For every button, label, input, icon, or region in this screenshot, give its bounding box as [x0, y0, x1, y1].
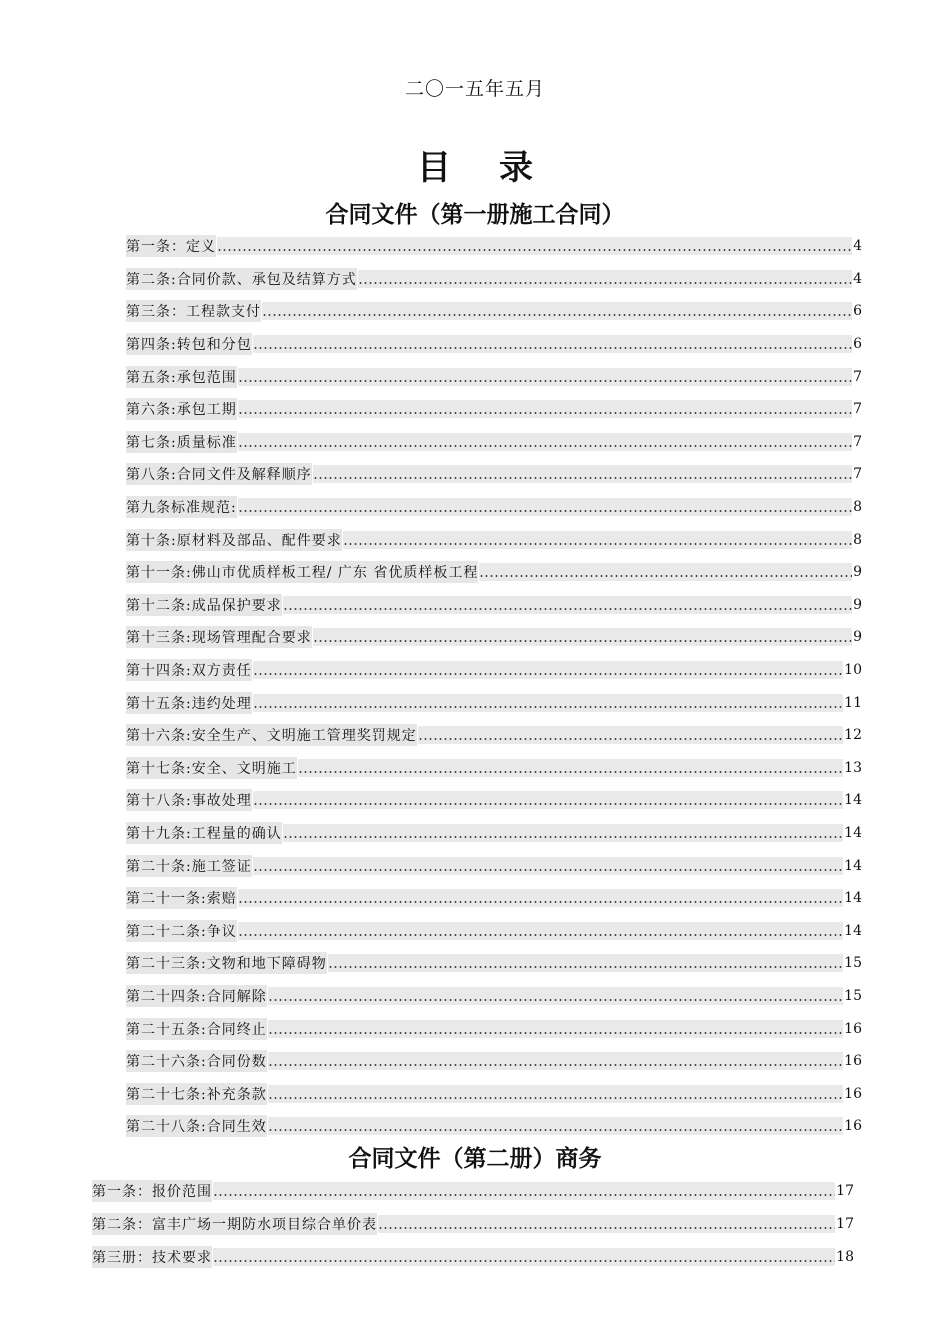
toc-entry-label: 第十九条:工程量的确认	[126, 822, 282, 844]
toc-title: 目录	[417, 148, 581, 188]
toc-entry[interactable]	[126, 621, 862, 654]
toc-dot-leader	[268, 1085, 843, 1103]
toc-page-number: 12	[844, 727, 862, 744]
toc-dot-leader	[238, 368, 852, 386]
toc-page-number: 9	[853, 629, 862, 646]
toc-entry[interactable]	[126, 849, 862, 882]
toc-dot-leader	[253, 335, 852, 353]
toc-page-number: 10	[844, 662, 862, 679]
toc-entry[interactable]	[126, 458, 862, 491]
toc-entry[interactable]	[126, 230, 862, 263]
toc-page-number: 6	[853, 336, 862, 353]
toc-page-number: 16	[844, 1020, 862, 1037]
toc-entry[interactable]	[126, 752, 862, 785]
toc-list-contract	[126, 230, 862, 1143]
toc-entry[interactable]	[126, 947, 862, 980]
toc-entry[interactable]	[126, 556, 862, 589]
toc-entry-label: 第七条:质量标准	[126, 431, 237, 453]
toc-page-number: 15	[844, 987, 862, 1004]
document-date: 二〇一五年五月	[404, 78, 545, 100]
toc-entry-label: 第一条：报价范围	[92, 1180, 212, 1202]
toc-entry[interactable]	[92, 1240, 854, 1273]
toc-entry-label: 第二十四条:合同解除	[126, 985, 267, 1007]
toc-page-number: 7	[853, 433, 862, 450]
toc-entry-label: 第四条:转包和分包	[126, 333, 252, 355]
toc-entry-label: 第二十七条:补充条款	[126, 1083, 267, 1105]
toc-dot-leader	[262, 302, 852, 320]
toc-dot-leader	[298, 759, 843, 777]
toc-entry[interactable]	[126, 1045, 862, 1078]
toc-dot-leader	[313, 465, 852, 483]
toc-entry-label: 第三条：工程款支付	[126, 300, 261, 322]
toc-entry-label: 第二条:合同价款、承包及结算方式	[126, 268, 357, 290]
toc-page-number: 18	[836, 1248, 854, 1265]
toc-entry[interactable]	[126, 914, 862, 947]
toc-page-number: 7	[853, 368, 862, 385]
toc-dot-leader	[268, 1117, 843, 1135]
toc-entry-label: 第二十一条:索赔	[126, 887, 237, 909]
toc-entry[interactable]	[92, 1174, 854, 1207]
toc-dot-leader	[283, 596, 852, 614]
toc-page-number: 14	[844, 824, 862, 841]
toc-page-number: 6	[853, 303, 862, 320]
toc-dot-leader	[253, 857, 843, 875]
toc-dot-leader	[268, 987, 843, 1005]
toc-page-number: 17	[836, 1215, 854, 1232]
toc-dot-leader	[328, 954, 843, 972]
toc-entry-label: 第十六条:安全生产、文明施工管理奖罚规定	[126, 724, 417, 746]
toc-page-number: 11	[844, 694, 862, 711]
toc-page-number: 7	[853, 466, 862, 483]
toc-entry-label: 第二十三条:文物和地下障碍物	[126, 952, 327, 974]
toc-dot-leader	[238, 889, 843, 907]
toc-entry-label: 第二十二条:争议	[126, 920, 237, 942]
toc-entry-label: 第一条：定义	[126, 235, 216, 257]
toc-dot-leader	[217, 237, 852, 255]
toc-entry[interactable]	[126, 1077, 862, 1110]
toc-page-number: 16	[844, 1053, 862, 1070]
toc-entry[interactable]	[126, 393, 862, 426]
toc-entry[interactable]	[126, 1012, 862, 1045]
toc-entry-label: 第九条标准规范:	[126, 496, 237, 518]
toc-page-number: 8	[853, 531, 862, 548]
toc-entry-label: 第十八条:事故处理	[126, 789, 252, 811]
toc-dot-leader	[479, 563, 852, 581]
toc-entry-label: 第十三条:现场管理配合要求	[126, 626, 312, 648]
toc-page-number: 14	[844, 922, 862, 939]
toc-dot-leader	[253, 661, 843, 679]
toc-entry[interactable]	[126, 817, 862, 850]
toc-entry[interactable]	[126, 295, 862, 328]
toc-entry[interactable]	[126, 263, 862, 296]
toc-entry[interactable]	[126, 426, 862, 459]
toc-page-number: 14	[844, 857, 862, 874]
toc-entry-label: 第十条:原材料及部品、配件要求	[126, 529, 342, 551]
toc-entry[interactable]	[126, 491, 862, 524]
toc-page-number: 4	[853, 238, 862, 255]
toc-entry[interactable]	[126, 589, 862, 622]
toc-page-number: 4	[853, 270, 862, 287]
toc-entry-label: 第二十八条:合同生效	[126, 1115, 267, 1137]
toc-entry-label: 第二十条:施工签证	[126, 855, 252, 877]
toc-entry[interactable]	[126, 328, 862, 361]
toc-dot-leader	[313, 628, 852, 646]
toc-dot-leader	[238, 433, 852, 451]
toc-entry-label: 第十四条:双方责任	[126, 659, 252, 681]
toc-dot-leader	[238, 498, 852, 516]
toc-page-number: 8	[853, 499, 862, 516]
toc-entry[interactable]	[126, 980, 862, 1013]
toc-entry-label: 第十七条:安全、文明施工	[126, 757, 297, 779]
toc-entry[interactable]	[126, 784, 862, 817]
toc-page-number: 15	[844, 955, 862, 972]
toc-page-number: 14	[844, 890, 862, 907]
toc-entry[interactable]	[126, 882, 862, 915]
toc-dot-leader	[343, 531, 852, 549]
toc-dot-leader	[358, 270, 852, 288]
section-heading-commercial: 合同文件（第二册）商务	[348, 1146, 602, 1172]
toc-dot-leader	[213, 1182, 835, 1200]
toc-entry-label: 第八条:合同文件及解释顺序	[126, 463, 312, 485]
toc-dot-leader	[283, 824, 843, 842]
toc-entry-label: 第二条：富丰广场一期防水项目综合单价表	[92, 1213, 377, 1235]
toc-entry[interactable]	[126, 523, 862, 556]
toc-dot-leader	[253, 791, 843, 809]
toc-entry-label: 第十二条:成品保护要求	[126, 594, 282, 616]
toc-entry-label: 第二十六条:合同份数	[126, 1050, 267, 1072]
toc-page-number: 13	[844, 759, 862, 776]
toc-dot-leader	[378, 1215, 835, 1233]
section-heading-contract: 合同文件（第一册施工合同）	[325, 202, 625, 228]
toc-page-number: 14	[844, 792, 862, 809]
toc-entry-label: 第二十五条:合同终止	[126, 1018, 267, 1040]
toc-page-number: 7	[853, 401, 862, 418]
toc-entry-label: 第五条:承包范围	[126, 366, 237, 388]
toc-entry[interactable]	[126, 360, 862, 393]
toc-entry[interactable]	[92, 1207, 854, 1240]
toc-page-number: 16	[844, 1085, 862, 1102]
toc-page-number: 9	[853, 596, 862, 613]
toc-entry-label: 第十一条:佛山市优质样板工程/ 广东 省优质样板工程	[126, 561, 478, 583]
toc-entry-label: 第三册：技术要求	[92, 1246, 212, 1268]
toc-dot-leader	[253, 694, 843, 712]
toc-entry-label: 第六条:承包工期	[126, 398, 237, 420]
toc-entry[interactable]	[126, 1110, 862, 1143]
toc-dot-leader	[213, 1248, 835, 1266]
toc-entry[interactable]	[126, 719, 862, 752]
toc-list-commercial	[92, 1174, 854, 1273]
toc-page-number: 16	[844, 1118, 862, 1135]
toc-page-number: 17	[836, 1182, 854, 1199]
toc-dot-leader	[268, 1020, 843, 1038]
toc-dot-leader	[238, 400, 852, 418]
toc-entry[interactable]	[126, 686, 862, 719]
toc-page-number: 9	[853, 564, 862, 581]
toc-dot-leader	[418, 726, 843, 744]
toc-dot-leader	[238, 922, 843, 940]
toc-entry[interactable]	[126, 654, 862, 687]
toc-dot-leader	[268, 1052, 843, 1070]
toc-entry-label: 第十五条:违约处理	[126, 692, 252, 714]
